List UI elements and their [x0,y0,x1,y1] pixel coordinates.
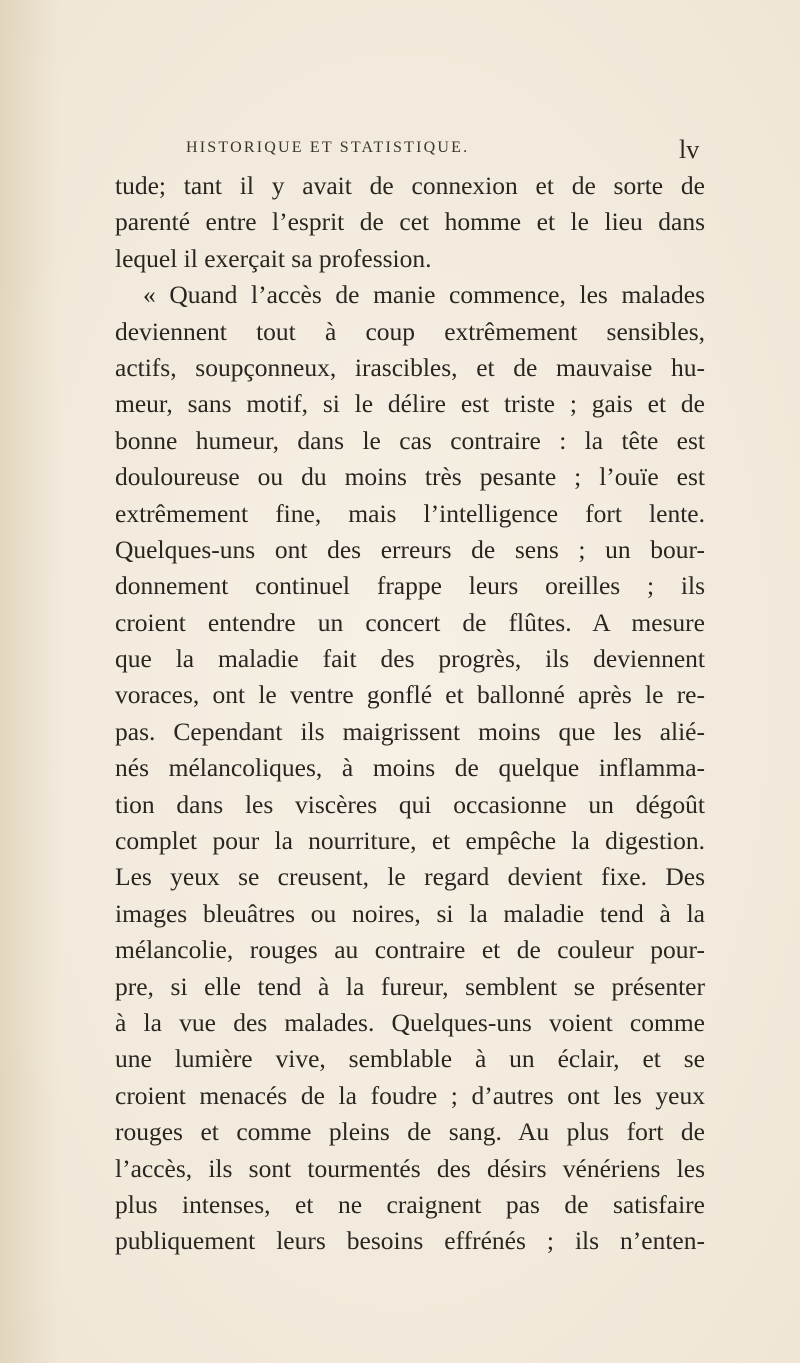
text-line: meur, sans motif, si le délire est triste ; gais et de [115,389,705,419]
text-line: bonne humeur, dans le cas contraire : la tête est [115,425,705,455]
text-line: à la vue des malades. Quelques-uns voient comme [115,1007,705,1037]
page-number: lv [679,135,700,164]
text-line: mélancolie, rouges au contraire et de couleur pour- [115,935,705,965]
text-line: deviennent tout à coup extrêmement sensibles, [115,316,705,346]
text-line: pre, si elle tend à la fureur, semblent se présenter [115,971,705,1001]
text-line: nés mélancoliques, à moins de quelque inflamma- [115,753,705,783]
text-line: Quelques-uns ont des erreurs de sens ; un bour- [115,534,705,564]
text-line: Les yeux se creusent, le regard devient fixe. Des [115,862,705,892]
text-line: voraces, ont le ventre gonflé et ballonné après le re- [115,680,705,710]
text-line: images bleuâtres ou noires, si la maladie tend à la [115,898,705,928]
text-line: pas. Cependant ils maigrissent moins que les alié- [115,716,705,746]
text-line: une lumière vive, semblable à un éclair, et se [115,1044,705,1074]
text-line: croient entendre un concert de flûtes. A mesure [115,607,705,637]
text-line: extrêmement fine, mais l’intelligence fort lente. [115,498,705,528]
text-line: « Quand l’accès de manie commence, les malades [143,280,705,310]
text-line: plus intenses, et ne craignent pas de satisfaire [115,1189,705,1219]
text-line: rouges et comme pleins de sang. Au plus fort de [115,1117,705,1147]
text-line: douloureuse ou du moins très pesante ; l’ouïe est [115,462,705,492]
text-line: croient menacés de la foudre ; d’autres ont les yeux [115,1080,705,1110]
text-line: publiquement leurs besoins effrénés ; ils n’enten- [115,1226,705,1256]
text-line: complet pour la nourriture, et empêche la digestion. [115,826,705,856]
text-line: tion dans les viscères qui occasionne un dégoût [115,789,705,819]
text-line: que la maladie fait des progrès, ils deviennent [115,644,705,674]
running-head: HISTORIQUE ET STATISTIQUE. [186,139,470,156]
page-header [0,135,800,169]
text-line: parenté entre l’esprit de cet homme et le lieu dans [115,207,705,237]
text-line: actifs, soupçonneux, irascibles, et de mauvaise hu- [115,352,705,382]
text-line: tude; tant il y avait de connexion et de sorte de [115,171,705,200]
text-line: donnement continuel frappe leurs oreilles ; ils [115,571,705,601]
text-line: l’accès, ils sont tourmentés des désirs vénériens les [115,1153,705,1183]
body-text [115,168,705,1260]
text-line: lequel il exerçait sa profession. [115,243,432,273]
